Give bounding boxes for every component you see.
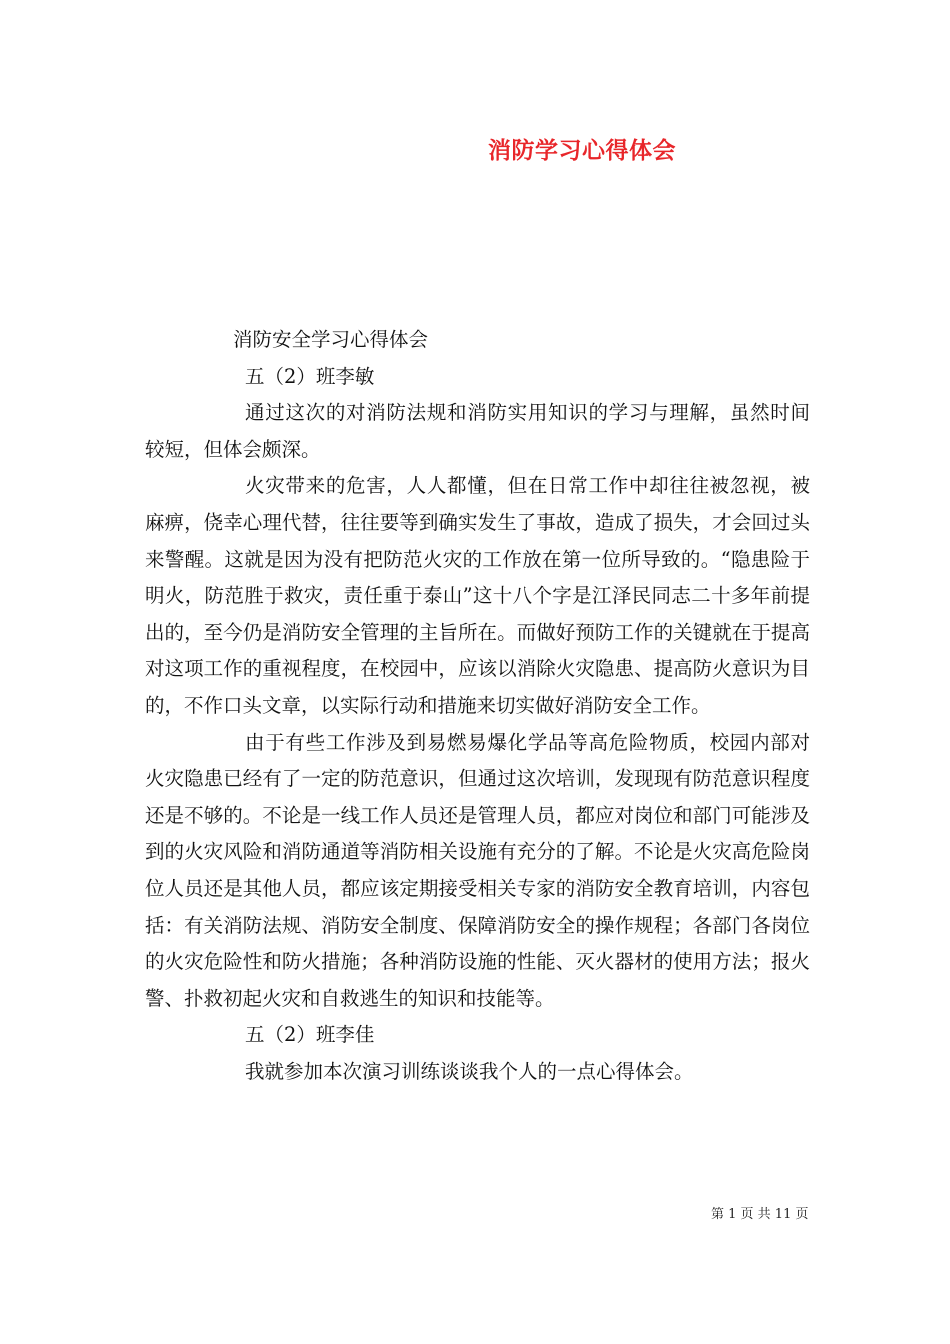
document-title: 消防学习心得体会 <box>488 137 676 164</box>
paragraph: 通过这次的对消防法规和消防实用知识的学习与理解，虽然时间较短，但体会颇深。 <box>145 401 810 461</box>
page-number: 第 1 页 共 11 页 <box>711 1207 809 1222</box>
author-line: 五（2）班李敏 <box>245 364 375 388</box>
section-title: 消防安全学习心得体会 <box>233 328 429 351</box>
paragraph: 由于有些工作涉及到易燃易爆化学品等高危险物质，校园内部对火灾隐患已经有了一定的防范意识，但通过这次培训，发现现有防范意识程度还是不够的。不论是一线工作人员还是管理人员，都应对岗位和部门可能涉及到的火灾风险和消防通道等消防相关设施有充分的了解。不论是火灾高危险岗位人员还是其他人员，都应该定期接受相关专家的消防安全教育培训，内容包括：有关消防法规、消防安全制度、保障消防安全的操作规程；各部门各岗位的火灾危险性和防火措施；各种消防设施的性能、灭火器材的使用方法；报火警、扑救初起火灾和自救逃生的知识和技能等。 <box>145 730 810 1010</box>
author-line: 五（2）班李佳 <box>245 1023 375 1047</box>
paragraph: 火灾带来的危害，人人都懂，但在日常工作中却往往被忽视，被麻痹，侥幸心理代替，往往要等到确实发生了事故，造成了损失，才会回过头来警醒。这就是因为没有把防范火灾的工作放在第一位所导致的。“隐患险于明火，防范胜于救灾，责任重于泰山”这十八个字是江泽民同志二十多年前提出的，至今仍是消防安全管理的主旨所在。而做好预防工作的关键就在于提高对这项工作的重视程度，在校园中，应该以消除火灾隐患、提高防火意识为目的，不作口头文章，以实际行动和措施来切实做好消防安全工作。 <box>145 474 810 717</box>
document-body <box>145 322 810 1090</box>
paragraph: 我就参加本次演习训练谈谈我个人的一点心得体会。 <box>245 1059 694 1083</box>
